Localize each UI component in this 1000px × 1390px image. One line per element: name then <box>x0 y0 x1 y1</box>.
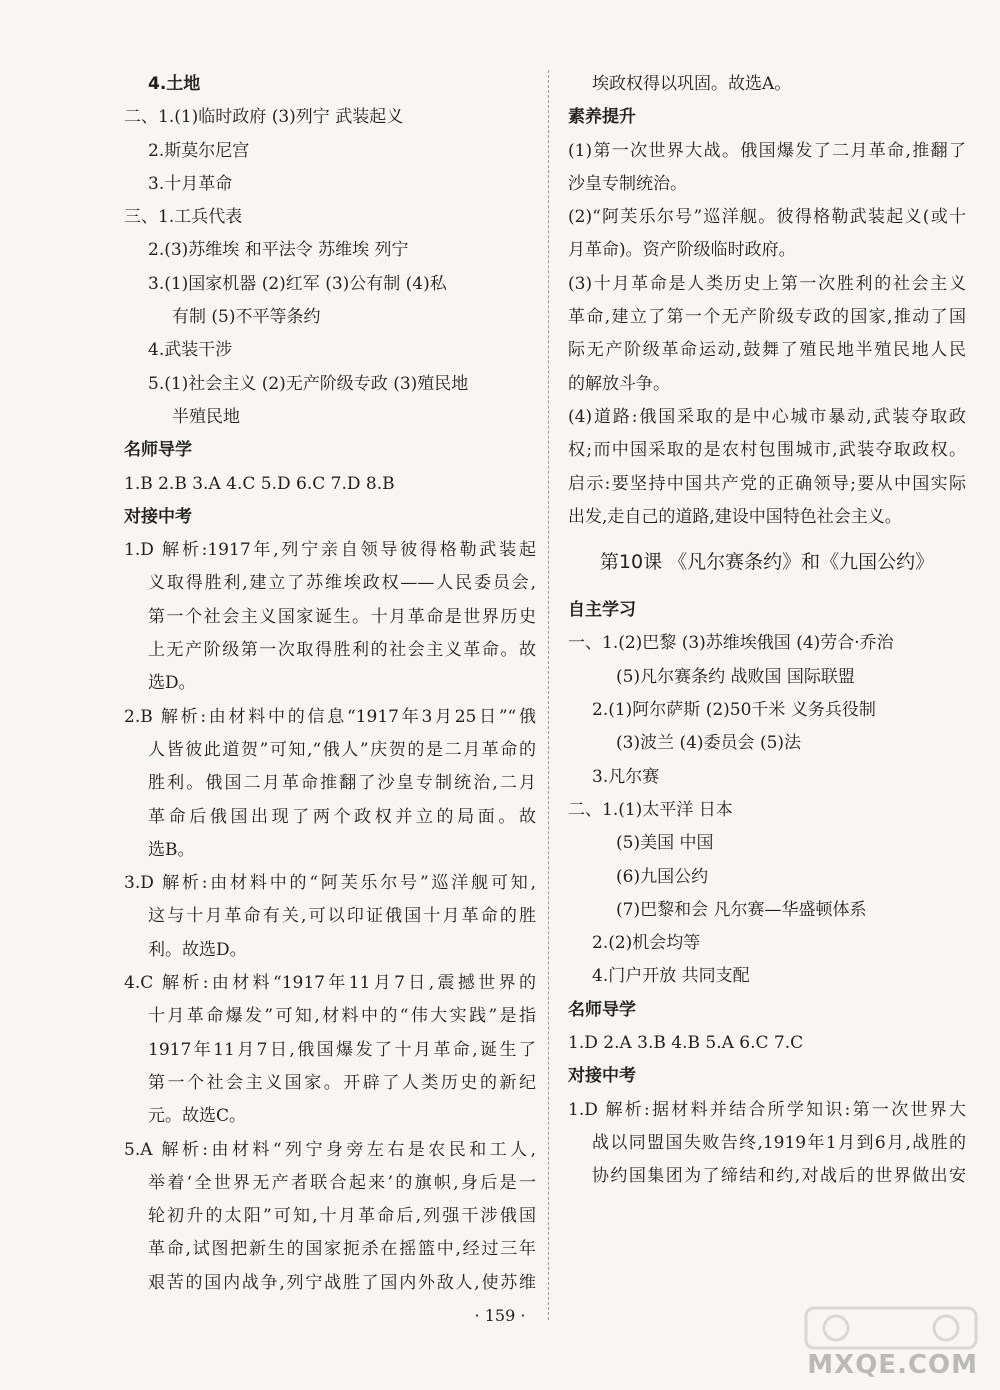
text-line: 革命后俄国出现了两个政权并立的局面。故 <box>148 806 536 827</box>
text-line: 十月革命爆发”可知,材料中的“伟大实践”是指 <box>148 1006 536 1027</box>
text-line: 1.D 2.A 3.B 4.B 5.A 6.C 7.C <box>568 1033 804 1054</box>
page-number: · 159 · <box>474 1306 526 1325</box>
text-line: 有制 (5)不平等条约 <box>172 307 321 328</box>
text-line: 第一个社会主义国家诞生。十月革命是世界历史 <box>148 606 536 627</box>
text-line: 义取得胜利,建立了苏维埃政权——人民委员会, <box>148 573 536 594</box>
text-line: 二、1.(1)临时政府 (3)列宁 武装起义 <box>124 107 404 128</box>
text-line: 革命,建立了第一个无产阶级专政的国家,推动了国 <box>568 307 966 328</box>
text-line: 1917年11月7日,俄国爆发了十月革命,诞生了 <box>148 1039 536 1060</box>
text-line: 第一个社会主义国家。开辟了人类历史的新纪 <box>148 1072 536 1093</box>
text-line: 1.D 解析:据材料并结合所学知识:第一次世界大 <box>568 1099 966 1120</box>
text-line: 三、1.工兵代表 <box>124 207 243 228</box>
left-column <box>124 68 536 1300</box>
text-line: (1)第一次世界大战。俄国爆发了二月革命,推翻了 <box>568 140 966 161</box>
text-line: 1.B 2.B 3.A 4.C 5.D 6.C 7.D 8.B <box>124 473 395 494</box>
text-line: 利。故选D。 <box>148 939 247 960</box>
column-divider <box>548 70 549 1320</box>
text-line: 际无产阶级革命运动,鼓舞了殖民地半殖民地人民 <box>568 340 966 361</box>
text-line: 举着‘全世界无产者联合起来’的旗帜,身后是一 <box>148 1172 536 1193</box>
text-line: 上无产阶级第一次取得胜利的社会主义革命。故 <box>148 640 536 661</box>
text-line: 人皆彼此道贺”可知,“俄人”庆贺的是二月革命的 <box>148 739 536 760</box>
text-line: (7)巴黎和会 凡尔赛—华盛顿体系 <box>616 899 867 920</box>
text-line: 协约国集团为了缔结和约,对战后的世界做出安 <box>592 1166 966 1187</box>
text-line: (5)美国 中国 <box>616 833 714 854</box>
text-line: 这与十月革命有关,可以印证俄国十月革命的胜 <box>148 906 536 927</box>
text-line: 启示:要坚持中国共产党的正确领导;要从中国实际 <box>568 473 966 494</box>
text-line: 一、1.(2)巴黎 (3)苏维埃俄国 (4)劳合·乔治 <box>568 633 894 654</box>
text-line: 选B。 <box>148 839 195 860</box>
text-line: 权;而中国采取的是农村包围城市,武装夺取政权。 <box>568 440 966 461</box>
text-line: 半殖民地 <box>172 406 240 427</box>
text-line: 4.门户开放 共同支配 <box>592 966 750 987</box>
text-line: 3.D 解析:由材料中的“阿芙乐尔号”巡洋舰可知, <box>124 873 536 894</box>
text-line: 2.(2)机会均等 <box>592 933 701 954</box>
text-line: 选D。 <box>148 673 196 694</box>
text-line: 2.B 解析:由材料中的信息“1917年3月25日”“俄 <box>124 706 536 727</box>
text-line: 4.C 解析:由材料“1917年11月7日,震撼世界的 <box>124 973 536 994</box>
text-line: 月革命)。资产阶级临时政府。 <box>568 240 796 261</box>
section-heading: 素养提升 <box>568 107 636 128</box>
text-line: (6)九国公约 <box>616 866 709 887</box>
text-line: 5.(1)社会主义 (2)无产阶级专政 (3)殖民地 <box>148 373 469 394</box>
text-line: 艰苦的国内战争,列宁战胜了国内外敌人,使苏维 <box>148 1272 536 1293</box>
text-line: 沙皇专制统治。 <box>568 173 687 194</box>
text-line: 1.D 解析:1917年,列宁亲自领导彼得格勒武装起 <box>124 540 536 561</box>
text-line: 5.A 解析:由材料“列宁身旁左右是农民和工人, <box>124 1139 536 1160</box>
section-heading: 名师导学 <box>568 999 636 1020</box>
text-line: (3)波兰 (4)委员会 (5)法 <box>616 733 802 754</box>
text-line: 革命,试图把新生的国家扼杀在摇篮中,经过三年 <box>148 1239 536 1260</box>
text-line: 3.(1)国家机器 (2)红军 (3)公有制 (4)私 <box>148 273 447 294</box>
text-line: 二、1.(1)太平洋 日本 <box>568 799 733 820</box>
text-line: 2.(1)阿尔萨斯 (2)50千米 义务兵役制 <box>592 700 876 721</box>
text-line: (4)道路:俄国采取的是中心城市暴动,武装夺取政 <box>568 406 966 427</box>
text-line: (5)凡尔赛条约 战败国 国际联盟 <box>616 666 855 687</box>
text-line: 4.土地 <box>148 74 201 94</box>
text-line: 3.十月革命 <box>148 173 233 194</box>
right-column <box>568 68 966 1194</box>
text-line: (3)十月革命是人类历史上第一次胜利的社会主义 <box>568 273 966 294</box>
text-line: 胜利。俄国二月革命推翻了沙皇专制统治,二月 <box>148 773 536 794</box>
text-line: 埃政权得以巩固。故选A。 <box>592 74 792 94</box>
text-line: 轮初升的太阳”可知,十月革命后,列强干涉俄国 <box>148 1206 536 1227</box>
text-line: 战以同盟国失败告终,1919年1月到6月,战胜的 <box>592 1132 966 1153</box>
lesson-title: 第10课 《凡尔赛条约》和《九国公约》 <box>599 551 935 574</box>
text-line: 3.凡尔赛 <box>592 766 660 787</box>
text-line: 2.(3)苏维埃 和平法令 苏维埃 列宁 <box>148 240 409 261</box>
section-heading: 对接中考 <box>568 1066 636 1087</box>
text-line: 元。故选C。 <box>148 1106 247 1127</box>
section-heading: 自主学习 <box>568 600 636 621</box>
section-heading: 对接中考 <box>124 506 192 527</box>
watermark-text: MXQE.COM <box>807 1350 978 1380</box>
text-line: (2)“阿芙乐尔号”巡洋舰。彼得格勒武装起义(或十 <box>568 207 966 228</box>
section-heading: 名师导学 <box>124 440 192 461</box>
text-line: 的解放斗争。 <box>568 373 670 394</box>
text-line: 出发,走自己的道路,建设中国特色社会主义。 <box>568 506 902 527</box>
text-line: 4.武装干涉 <box>148 340 233 361</box>
text-line: 2.斯莫尔尼宫 <box>148 140 250 161</box>
